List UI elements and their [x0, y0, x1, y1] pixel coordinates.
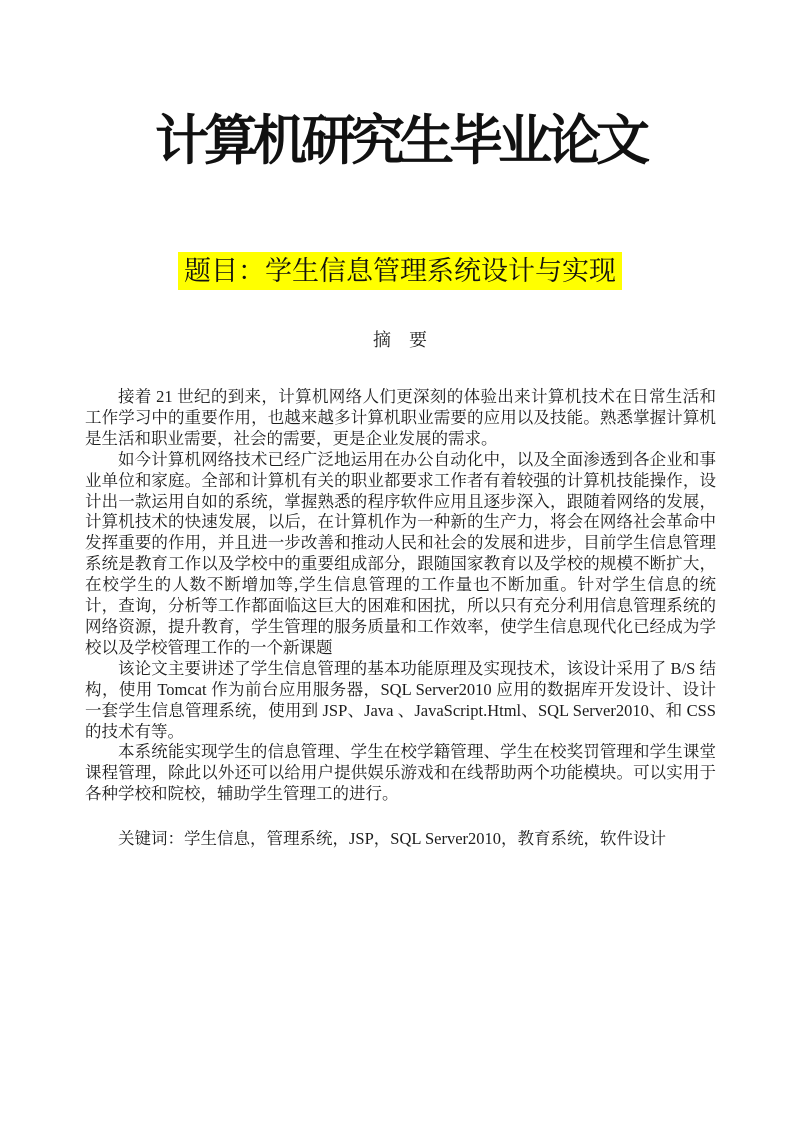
abstract-paragraph-3: 该论文主要讲述了学生信息管理的基本功能原理及实现技术，该设计采用了 B/S 结构，使用 Tomcat 作为前台应用服务器，SQL Server2010 应用的数据库开发设计、设计一套学生信息管理系统，使用到 JSP、Java 、JavaScript.Html、SQL Server2010、和 CSS 的技术有等。	[85, 658, 716, 741]
abstract-paragraph-2: 如今计算机网络技术已经广泛地运用在办公自动化中，以及全面渗透到各企业和事业单位和家庭。全部和计算机有关的职业都要求工作者有着较强的计算机技能操作，设计出一款运用自如的系统，掌握熟悉的程序软件应用且逐步深入，跟随着网络的发展，计算机技术的快速发展，以后，在计算机作为一种新的生产力，将会在网络社会革命中发挥重要的作用，并且进一步改善和推动人民和社会的发展和进步，目前学生信息管理系统是教育工作以及学校中的重要组成部分，跟随国家教育以及学校的规模不断扩大，在校学生的人数不断增加等,学生信息管理的工作量也不断加重。针对学生信息的统计，查询，分析等工作都面临这巨大的困难和困扰，所以只有充分利用信息管理系统的网络资源，提升教育，学生管理的服务质量和工作效率，使学生信息现代化已经成为学校以及学校管理工作的一个新课题	[85, 449, 716, 657]
topic-row	[0, 252, 800, 290]
topic-highlighted-text: 题目：学生信息管理系统设计与实现	[178, 252, 622, 290]
page-title: 计算机研究生毕业论文	[155, 111, 645, 171]
abstract-heading: 摘 要	[373, 330, 427, 350]
abstract-paragraph-1: 接着 21 世纪的到来，计算机网络人们更深刻的体验出来计算机技术在日常生活和工作学习中的重要作用，也越来越多计算机职业需要的应用以及技能。熟悉掌握计算机是生活和职业需要，社会的需要，更是企业发展的需求。	[85, 387, 716, 448]
keywords-line: 关键词：学生信息，管理系统，JSP，SQL Server2010，教育系统，软件设计	[118, 829, 667, 848]
abstract-paragraph-4: 本系统能实现学生的信息管理、学生在校学籍管理、学生在校奖罚管理和学生课堂课程管理，除此以外还可以给用户提供娱乐游戏和在线帮助两个功能模块。可以实用于各种学校和院校，辅助学生管理工的进行。	[85, 742, 716, 804]
abstract-body	[85, 387, 716, 805]
